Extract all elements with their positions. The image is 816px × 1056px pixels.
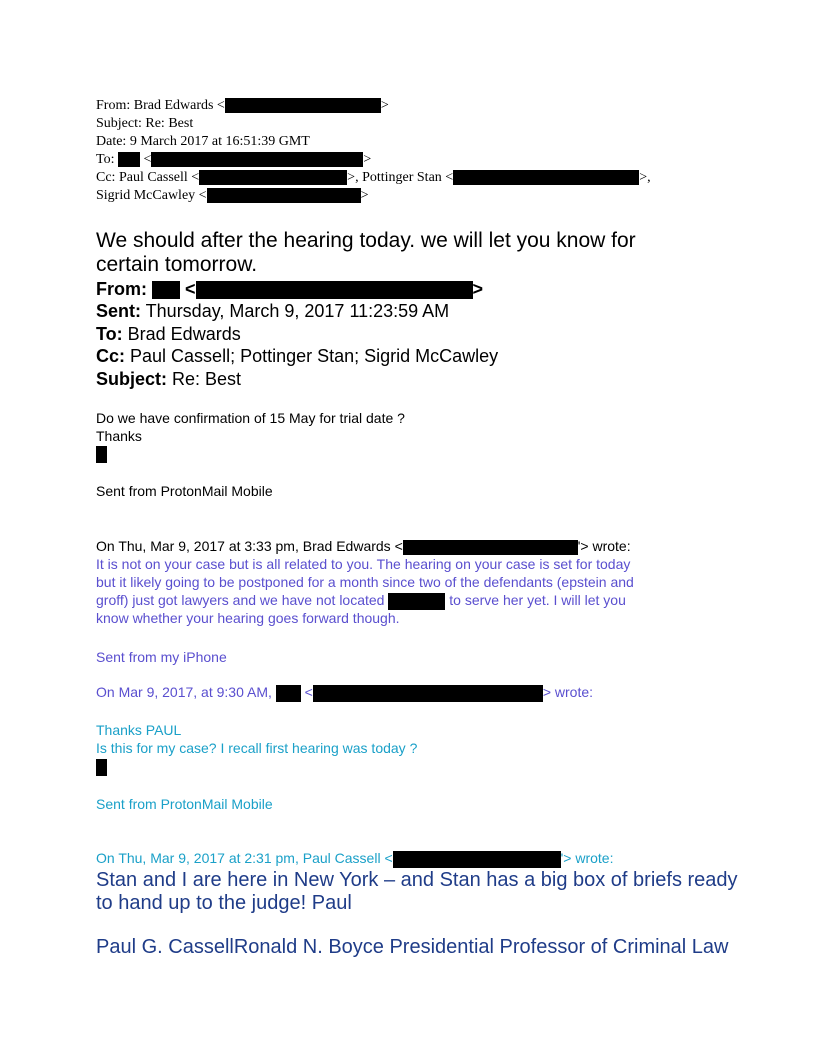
quote3-intro [96, 849, 614, 868]
redaction-block [96, 758, 107, 776]
quote2-intro-lt: < [304, 684, 313, 700]
quote1-line-3a: groff) just got lawyers and we have not located [96, 592, 385, 608]
header-subject: Subject: Re: Best [96, 116, 194, 131]
quote1-line-3 [96, 591, 626, 610]
header-cc2-close: > [360, 188, 369, 203]
msg-from-line [96, 278, 483, 300]
quote1-signature: Sent from my iPhone [96, 649, 227, 665]
redaction-block [453, 170, 639, 185]
redaction-block [151, 152, 363, 167]
quote1-line-3b: to serve her yet. I will let you [449, 592, 626, 608]
header-to-label: To: [96, 152, 115, 167]
msg-subject-line [96, 368, 241, 390]
quote3-line-2: to hand up to the judge! Paul [96, 892, 352, 914]
redaction-block [196, 281, 473, 299]
header-from-label: From: Brad Edwards < [96, 98, 225, 113]
msg-from-label: From: [96, 279, 147, 299]
quote1-intro-start: On Thu, Mar 9, 2017 at 3:33 pm, Brad Edwards < [96, 538, 403, 554]
header-cc-end: >, [639, 170, 651, 185]
reply-line-1: We should after the hearing today. we will let you know for [96, 229, 636, 252]
redaction-block [403, 540, 578, 555]
msg-to-line [96, 323, 241, 345]
quote2-intro-start: On Mar 9, 2017, at 9:30 AM, [96, 684, 272, 700]
quote1-line-1: It is not on your case but is all related to you. The hearing on your case is set for today [96, 556, 631, 572]
msg-cc-value: Paul Cassell; Pottinger Stan; Sigrid McCawley [125, 346, 499, 366]
msg-cc-label: Cc: [96, 346, 126, 366]
redaction-block [96, 445, 107, 463]
msg-body-line-1: Do we have confirmation of 15 May for trial date ? [96, 410, 405, 426]
redaction-block [313, 685, 543, 702]
redaction-block [276, 685, 301, 702]
header-to-lt: < [143, 152, 152, 167]
msg-subject-value: Re: Best [167, 369, 242, 389]
quote3-line-1: Stan and I are here in New York – and Stan has a big box of briefs ready [96, 869, 738, 891]
quote1-intro-end: '> wrote: [577, 538, 631, 554]
msg-from-gt: > [472, 279, 484, 299]
redaction-block [388, 593, 445, 610]
msg-sent-line [96, 300, 449, 322]
header-from-close: > [380, 98, 389, 113]
header-cc-label: Cc: Paul Cassell < [96, 170, 200, 185]
msg-sent-value: Thursday, March 9, 2017 11:23:59 AM [141, 301, 450, 321]
quote2-line-1: Thanks PAUL [96, 722, 182, 738]
quote3-intro-end: '> wrote: [560, 850, 614, 866]
header-to-line [96, 151, 371, 169]
redaction-block [199, 170, 347, 185]
quote1-intro [96, 537, 631, 555]
msg-sent-label: Sent: [96, 301, 141, 321]
msg-to-value: Brad Edwards [122, 324, 241, 344]
redaction-block [207, 188, 361, 203]
reply-line-2: certain tomorrow. [96, 253, 258, 276]
msg-cc-line [96, 345, 498, 367]
quote2-line-2: Is this for my case? I recall first hearing was today ? [96, 740, 418, 756]
redaction-block [393, 851, 561, 868]
msg-signature: Sent from ProtonMail Mobile [96, 483, 273, 499]
quote1-line-2: but it likely going to be postponed for a month since two of the defendants (epstein and [96, 574, 634, 590]
quote3-signature: Paul G. CassellRonald N. Boyce Presidential Professor of Criminal Law [96, 936, 729, 958]
quote2-signature: Sent from ProtonMail Mobile [96, 796, 273, 812]
msg-subject-label: Subject: [96, 369, 168, 389]
msg-from-lt: < [185, 279, 196, 299]
header-to-close: > [363, 152, 372, 167]
redaction-block [152, 281, 180, 299]
redaction-block [118, 152, 140, 167]
msg-body-line-2: Thanks [96, 428, 142, 444]
header-date: Date: 9 March 2017 at 16:51:39 GMT [96, 134, 310, 149]
redaction-block [225, 98, 381, 113]
header-cc2-label: Sigrid McCawley < [96, 188, 207, 203]
quote1-line-4: know whether your hearing goes forward though. [96, 610, 400, 626]
quote3-intro-start: On Thu, Mar 9, 2017 at 2:31 pm, Paul Cassell < [96, 850, 393, 866]
header-cc2-line [96, 187, 368, 205]
quote2-intro [96, 683, 593, 702]
header-from-line [96, 97, 389, 115]
header-cc-line [96, 169, 651, 187]
msg-to-label: To: [96, 324, 123, 344]
header-cc-mid: >, Pottinger Stan < [347, 170, 454, 185]
quote2-intro-end: > wrote: [542, 684, 594, 700]
